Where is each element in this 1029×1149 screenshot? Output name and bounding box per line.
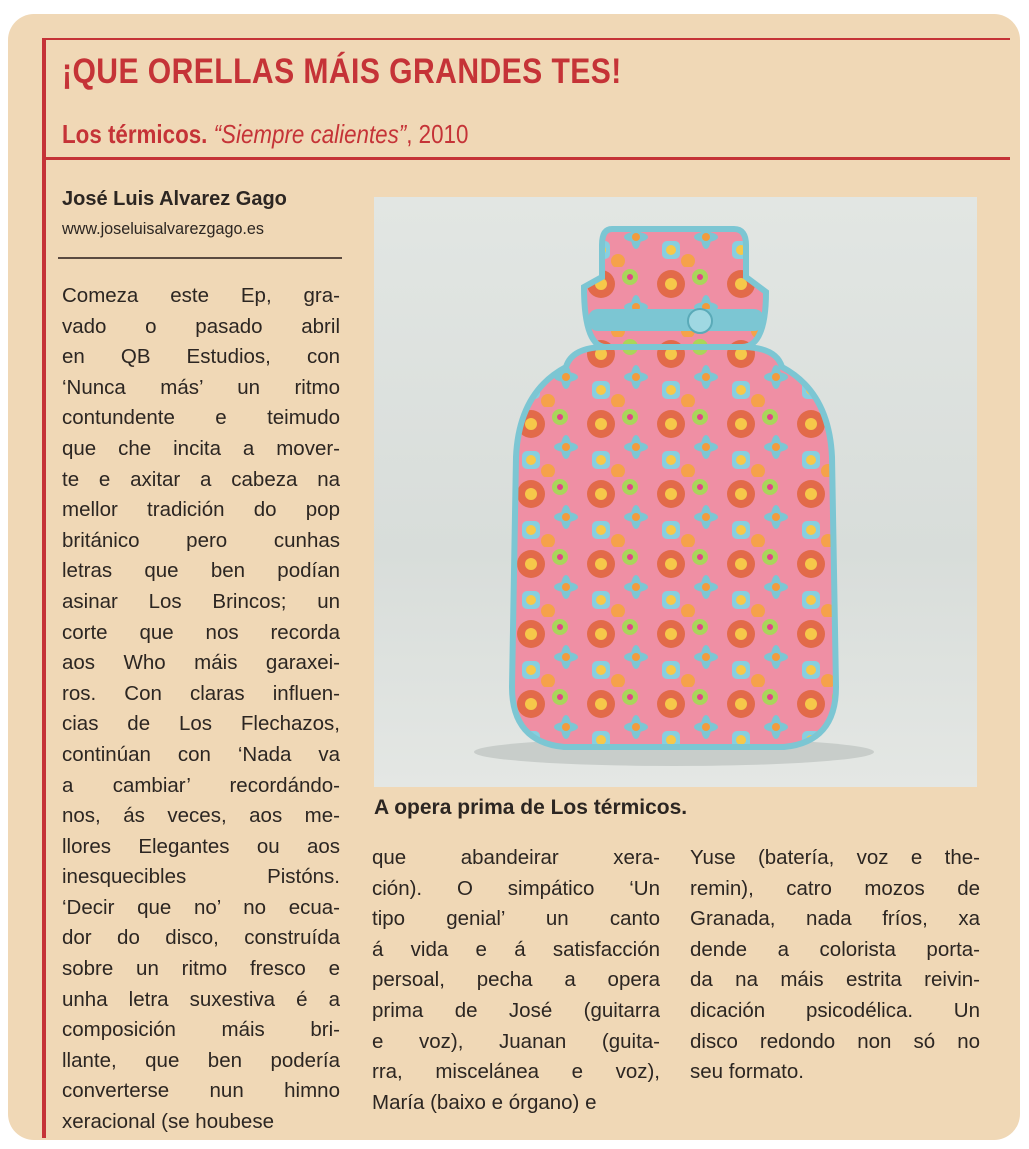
body-line: letras que ben podían — [62, 559, 340, 583]
body-line: ‘Decir que no’ no ecua- — [62, 895, 340, 919]
body-line: Comeza este Ep, gra- — [62, 284, 340, 307]
article-subhead — [62, 119, 468, 150]
body-column-2 — [372, 843, 660, 1118]
body-line: seu formato. — [690, 1060, 804, 1084]
body-line: te e axitar a cabeza na — [62, 467, 340, 491]
author-rule — [58, 257, 342, 259]
body-line: prima de José (guitarra — [372, 998, 660, 1022]
article-headline: ¡QUE ORELLAS MÁIS GRANDES TES! — [62, 52, 622, 91]
author-website: www.joseluisalvarezgago.es — [62, 219, 264, 238]
body-line: converterse nun himno — [62, 1079, 340, 1103]
body-line: continúan con ‘Nada va — [62, 742, 340, 766]
subhead-year: , 2010 — [406, 119, 469, 149]
body-line: en QB Estudios, con — [62, 345, 340, 369]
body-line: corte que nos recorda — [62, 620, 340, 644]
author-name: José Luis Alvarez Gago — [62, 188, 287, 210]
body-line: llores Elegantes ou aos — [62, 834, 340, 858]
body-line: sobre un ritmo fresco e — [62, 957, 340, 981]
body-line: ción). O simpático ‘Un — [372, 876, 660, 900]
body-line: dor do disco, construída — [62, 926, 340, 950]
body-line: dende a colorista porta- — [690, 937, 980, 961]
body-line: xeracional (se houbese — [62, 1110, 274, 1134]
body-line: ros. Con claras influen- — [62, 681, 340, 705]
body-line: a cambiar’ recordándo- — [62, 773, 340, 797]
photo-caption: A opera prima de Los térmicos. — [374, 796, 688, 819]
body-line: asinar Los Brincos; un — [62, 589, 340, 613]
body-column-3 — [690, 843, 980, 1088]
body-line: que che incita a mover- — [62, 436, 340, 460]
bottle-body — [512, 347, 836, 747]
body-line: mellor tradición do pop — [62, 498, 340, 522]
body-line: británico pero cunhas — [62, 528, 340, 552]
body-line: rra, miscelánea e voz), — [372, 1060, 660, 1084]
subhead-album: “Siempre calientes” — [213, 119, 407, 149]
subhead-band: Los térmicos. — [62, 119, 208, 149]
body-line: dicación psicodélica. Un — [690, 998, 980, 1022]
body-line: Granada, nada fríos, xa — [690, 907, 980, 931]
bottle-button — [688, 309, 712, 333]
body-line: María (baixo e órgano) e — [372, 1090, 597, 1114]
body-line: composición máis bri- — [62, 1018, 340, 1042]
body-line: da na máis estrita reivin- — [690, 968, 980, 992]
body-line: tipo genial’ un canto — [372, 907, 660, 931]
body-line: que abandeirar xera- — [372, 846, 660, 869]
top-rule — [46, 38, 1010, 40]
hot-water-bottle-photo — [374, 197, 977, 787]
body-line: remin), catro mozos de — [690, 876, 980, 900]
bottle-illustration — [374, 197, 977, 787]
body-line: Yuse (batería, voz e the- — [690, 846, 980, 869]
body-line: cias de Los Flechazos, — [62, 712, 340, 736]
subhead-rule — [46, 157, 1010, 160]
body-line: e voz), Juanan (guita- — [372, 1029, 660, 1053]
body-line: nos, ás veces, aos me- — [62, 804, 340, 828]
body-line: ‘Nunca más’ un ritmo — [62, 375, 340, 399]
body-line: llante, que ben podería — [62, 1048, 340, 1072]
body-line: vado o pasado abril — [62, 314, 340, 338]
body-line: inesquecibles Pistóns. — [62, 865, 340, 889]
red-margin-bar — [42, 38, 46, 1138]
body-line: disco redondo non só no — [690, 1029, 980, 1053]
body-line: aos Who máis garaxei- — [62, 651, 340, 675]
body-line: persoal, pecha a opera — [372, 968, 660, 992]
bottle-strap — [588, 309, 764, 331]
body-line: unha letra suxestiva é a — [62, 987, 340, 1011]
body-column-1 — [62, 281, 340, 1138]
body-line: á vida e á satisfacción — [372, 937, 660, 961]
body-line: contundente e teimudo — [62, 406, 340, 430]
